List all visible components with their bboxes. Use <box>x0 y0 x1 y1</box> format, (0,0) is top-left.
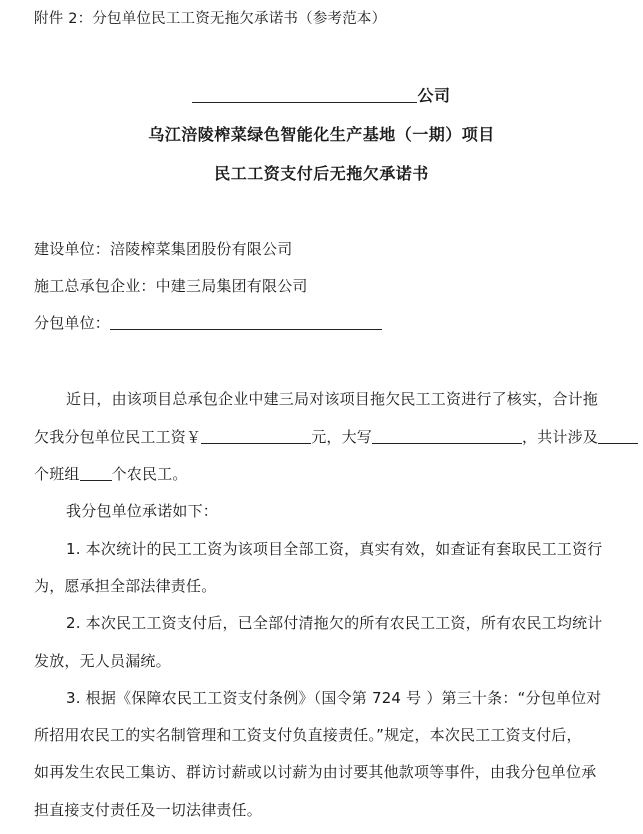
item-2-line-1: 2. 本次民工工资支付后，已全部付清拖欠的所有农民工工资，所有农民工均统计 <box>66 614 603 632</box>
intro-line-2 <box>34 427 638 447</box>
company-suffix: 公司 <box>417 86 451 105</box>
subcontractor-blank <box>110 314 382 330</box>
intro-line-3 <box>34 464 188 484</box>
involves-label: ，共计涉及 <box>522 428 599 446</box>
subcontractor-label: 分包单位： <box>34 314 111 332</box>
worker-count-blank <box>80 465 112 481</box>
construction-unit: 建设单位：涪陵榨菜集团股份有限公司 <box>34 240 293 258</box>
item-1-line-1: 1. 本次统计的民工工资为该项目全部工资，真实有效，如查证有套取民工工资行 <box>66 540 603 558</box>
item-3-line-2: 所招用农民工的实名制管理和工资支付负直接责任。”规定，本次民工工资支付后， <box>34 726 582 744</box>
attachment-header: 附件 2：分包单位民工工资无拖欠承诺书（参考范本） <box>34 11 387 27</box>
item-3-line-3: 如再发生农民工集访、群访讨薪或以讨薪为由讨要其他款项等事件，由我分包单位承 <box>34 763 597 781</box>
subcontractor-line <box>34 313 382 333</box>
promise-intro: 我分包单位承诺如下： <box>66 502 219 520</box>
item-2-line-2: 发放，无人员漏统。 <box>34 652 171 670</box>
document-title: 民工工资支付后无拖欠承诺书 <box>214 164 429 183</box>
item-3-line-4: 担直接支付责任及一切法律责任。 <box>34 801 263 819</box>
wage-amount-blank <box>201 428 311 444</box>
item-3-line-1: 3. 根据《保障农民工工资支付条例》（国令第 724 号 ）第三十条：“分包单位对 <box>66 689 602 707</box>
general-contractor: 施工总承包企业：中建三局集团有限公司 <box>34 277 308 295</box>
amount-words-label: 元，大写 <box>311 428 373 446</box>
company-name-blank <box>192 87 417 103</box>
workers-label: 个农民工。 <box>111 465 188 483</box>
company-name-line <box>0 86 643 106</box>
intro-line-1: 近日，由该项目总承包企业中建三局对该项目拖欠民工工资进行了核实，合计拖 <box>66 390 599 408</box>
item-1-line-2: 为，愿承担全部法律责任。 <box>34 577 217 595</box>
teams-label: 个班组 <box>34 465 80 483</box>
project-title: 乌江涪陵榨菜绿色智能化生产基地（一期）项目 <box>148 125 495 144</box>
wage-amount-label: 欠我分包单位民工工资￥ <box>34 428 202 446</box>
team-count-blank <box>598 428 638 444</box>
amount-words-blank <box>372 428 522 444</box>
